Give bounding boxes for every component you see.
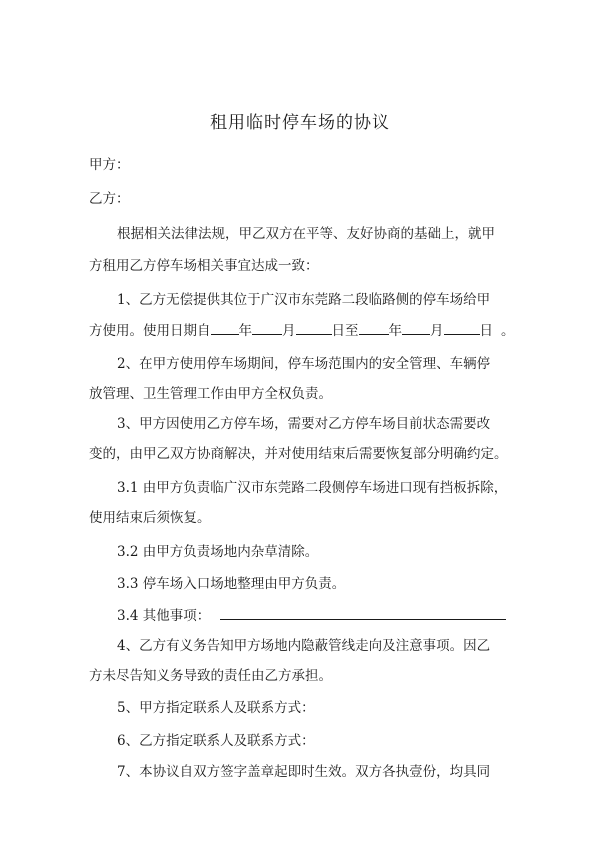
party-a-label: 甲方： <box>89 157 130 173</box>
clause-3-4-label: 3.4 其他事项： <box>117 608 211 624</box>
clause-3-1-line-1: 3.1 由甲方负责临广汉市东莞路二段侧停车场进口现有挡板拆除， <box>117 480 508 496</box>
clause-4-line-2: 方未尽告知义务导致的责任由乙方承担。 <box>89 668 332 684</box>
clause-1-line-2 <box>89 320 515 341</box>
intro-line-1: 根据相关法律法规，甲乙双方在平等、友好协商的基础上，就甲 <box>117 226 495 242</box>
party-b-label: 乙方： <box>89 191 130 207</box>
day-to-label: 日至 <box>331 323 359 339</box>
end-month-blank <box>402 320 430 335</box>
other-matters-blank <box>220 605 506 620</box>
end-year-blank <box>359 320 389 335</box>
clause-2-line-2: 放管理、卫生管理工作由甲方全权负责。 <box>89 386 332 402</box>
intro-line-2: 方租用乙方停车场相关事宜达成一致： <box>89 258 319 274</box>
end-month-label: 月 <box>430 323 444 339</box>
end-day-label: 日 <box>479 323 493 339</box>
clause-1-prefix: 方使用。使用日期自 <box>89 323 211 339</box>
start-year-label: 年 <box>238 323 252 339</box>
clause-3-4 <box>117 605 506 626</box>
clause-3-1-line-2: 使用结束后须恢复。 <box>89 510 211 526</box>
clause-1-line-1: 1、乙方无偿提供其位于广汉市东莞路二段临路侧的停车场给甲 <box>117 292 491 308</box>
end-year-label: 年 <box>388 323 402 339</box>
clause-4-line-1: 4、乙方有义务告知甲方场地内隐蔽管线走向及注意事项。因乙 <box>117 638 491 654</box>
end-day-blank <box>444 320 480 335</box>
start-month-label: 月 <box>282 323 296 339</box>
start-year-blank <box>211 320 239 335</box>
clause-1-end: 。 <box>501 323 515 339</box>
clause-5: 5、甲方指定联系人及联系方式： <box>117 700 315 716</box>
clause-3-2: 3.2 由甲方负责场地内杂草清除。 <box>117 544 319 560</box>
start-day-blank <box>296 320 332 335</box>
clause-3-3: 3.3 停车场入口场地整理由甲方负责。 <box>117 576 346 592</box>
clause-6: 6、乙方指定联系人及联系方式： <box>117 733 315 749</box>
clause-2-line-1: 2、在甲方使用停车场期间，停车场范围内的安全管理、车辆停 <box>117 356 491 372</box>
start-month-blank <box>252 320 282 335</box>
clause-3-line-2: 变的，由甲乙双方协商解决，并对使用结束后需要恢复部分明确约定。 <box>89 446 508 462</box>
clause-3-line-1: 3、甲方因使用乙方停车场，需要对乙方停车场目前状态需要改 <box>117 416 491 432</box>
clause-7-line-1: 7、本协议自双方签字盖章起即时生效。双方各执壹份，均具同 <box>117 764 491 780</box>
document-title: 租用临时停车场的协议 <box>210 113 390 133</box>
